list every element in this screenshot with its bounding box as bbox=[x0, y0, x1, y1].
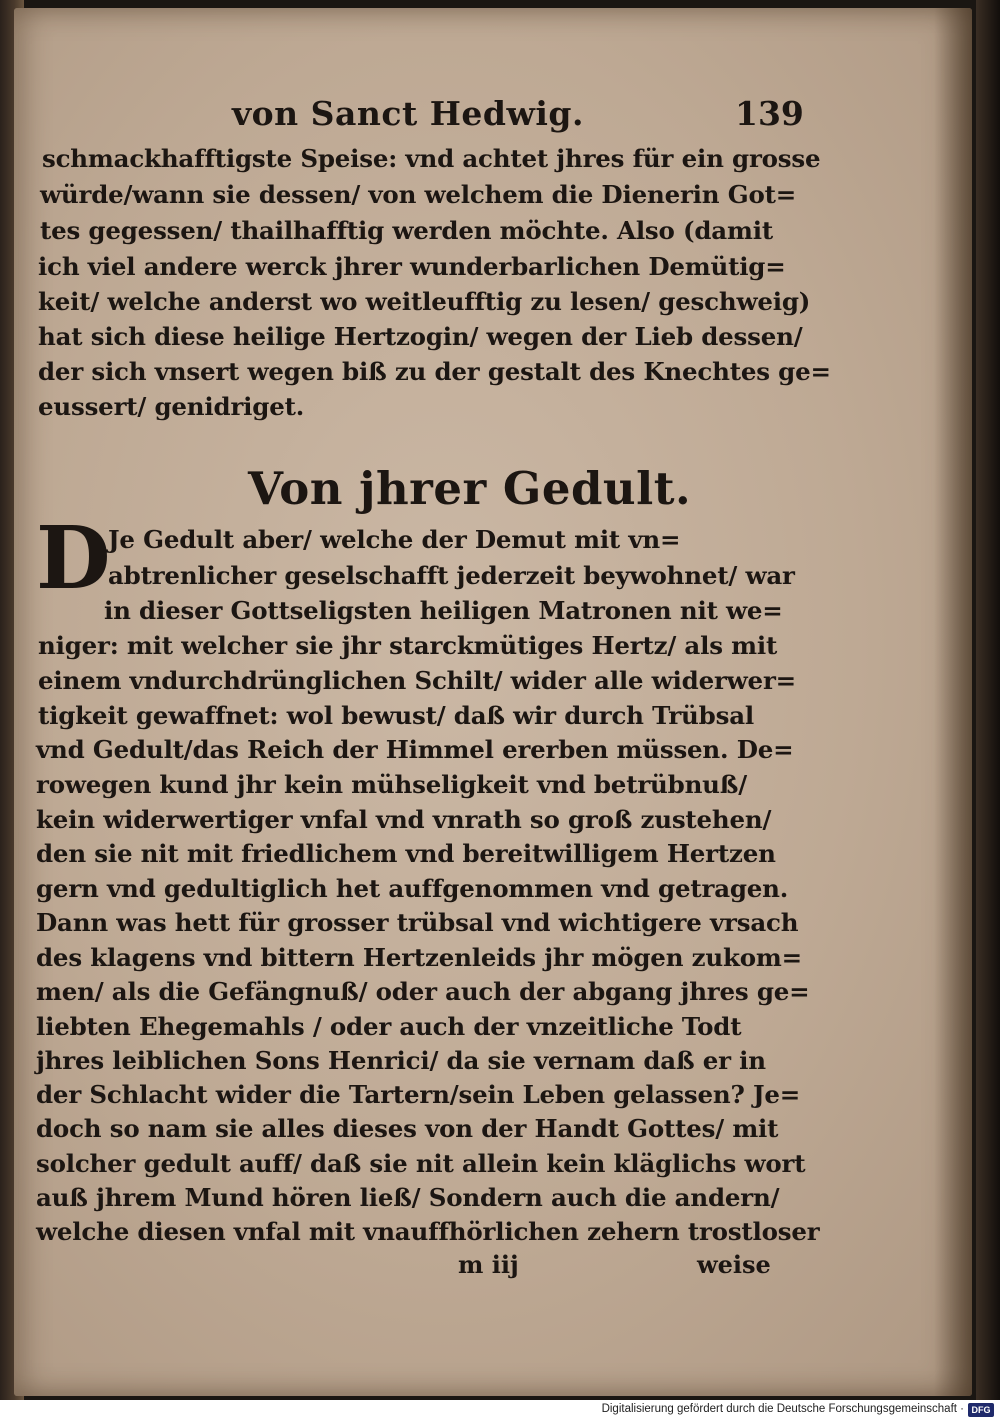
text-line: in dieser Gottseligsten heiligen Matronen nit we= bbox=[104, 596, 783, 625]
text-line: würde/wann sie dessen/ von welchem die Dienerin Got= bbox=[40, 180, 797, 209]
text-line: tigkeit gewaffnet: wol bewust/ daß wir durch Trübsal bbox=[38, 701, 754, 730]
text-line: schmackhafftigste Speise: vnd achtet jhres für ein grosse bbox=[42, 144, 821, 173]
text-line: hat sich diese heilige Hertzogin/ wegen der Lieb dessen/ bbox=[38, 322, 803, 351]
text-line: kein widerwertiger vnfal vnd vnrath so groß zustehen/ bbox=[36, 805, 772, 834]
text-line: keit/ welche anderst wo weitleufftig zu lesen/ geschweig) bbox=[38, 287, 811, 316]
page-number: 139 bbox=[735, 94, 804, 133]
book-edge-right bbox=[976, 0, 1000, 1400]
text-line: men/ als die Gefängnuß/ oder auch der abgang jhres ge= bbox=[36, 977, 810, 1006]
text-line: jhres leiblichen Sons Henrici/ da sie vernam daß er in bbox=[36, 1046, 766, 1075]
text-line: gern vnd gedultiglich het auffgenommen vnd getragen. bbox=[36, 874, 789, 903]
text-line: Je Gedult aber/ welche der Demut mit vn= bbox=[108, 525, 681, 554]
dfg-logo-icon: DFG bbox=[968, 1403, 994, 1417]
text-line: Dann was hett für grosser trübsal vnd wichtigere vrsach bbox=[36, 908, 799, 937]
text-line: eussert/ genidriget. bbox=[38, 392, 305, 421]
text-line: liebten Ehegemahls / oder auch der vnzeitliche Todt bbox=[36, 1012, 742, 1041]
text-line: tes gegessen/ thailhafftig werden möchte. Also (damit bbox=[40, 216, 773, 245]
text-line: auß jhrem Mund hören ließ/ Sondern auch die andern/ bbox=[36, 1183, 780, 1212]
section-heading: Von jhrer Gedult. bbox=[248, 462, 692, 515]
footer-credit-text: Digitalisierung gefördert durch die Deutsche Forschungsgemeinschaft · bbox=[601, 1403, 964, 1415]
footer-credit-bar bbox=[0, 1400, 1000, 1420]
running-title: von Sanct Hedwig. bbox=[232, 94, 584, 133]
text-line: vnd Gedult/das Reich der Himmel ererben müssen. De= bbox=[36, 735, 794, 764]
text-line: der Schlacht wider die Tartern/sein Leben gelassen? Je= bbox=[36, 1080, 801, 1109]
text-line: ich viel andere werck jhrer wunderbarlichen Demütig= bbox=[38, 252, 786, 281]
text-line: doch so nam sie alles dieses von der Handt Gottes/ mit bbox=[36, 1114, 779, 1143]
text-line: welche diesen vnfal mit vnauffhörlichen zehern trostloser bbox=[36, 1217, 820, 1246]
signature-mark: m iij bbox=[458, 1250, 519, 1279]
drop-cap: D bbox=[36, 508, 111, 609]
text-line: solcher gedult auff/ daß sie nit allein kein kläglichs wort bbox=[36, 1149, 806, 1178]
catchword: weise bbox=[697, 1250, 771, 1279]
text-line: niger: mit welcher sie jhr starckmütiges Hertz/ als mit bbox=[38, 631, 778, 660]
text-line: rowegen kund jhr kein mühseligkeit vnd betrübnuß/ bbox=[36, 770, 747, 799]
text-line: des klagens vnd bittern Hertzenleids jhr mögen zukom= bbox=[36, 943, 802, 972]
text-line: abtrenlicher geselschafft jederzeit beywohnet/ war bbox=[108, 561, 795, 590]
text-line: einem vndurchdrünglichen Schilt/ wider alle widerwer= bbox=[38, 666, 796, 695]
text-line: den sie nit mit friedlichem vnd bereitwilligem Hertzen bbox=[36, 839, 776, 868]
text-line: der sich vnsert wegen biß zu der gestalt des Knechtes ge= bbox=[38, 357, 831, 386]
